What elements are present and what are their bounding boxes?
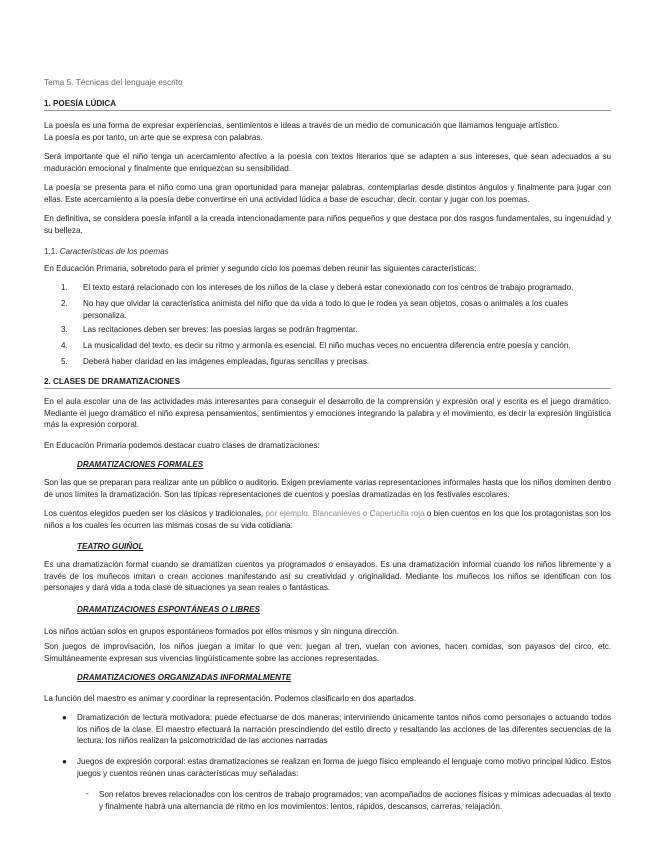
p4-end: o bien cuentos en los que los protagonistas son los niños a los cuales les ocurren las mismas cosas de su vida cotidiana. [44,509,611,530]
list-number: 3. [61,325,68,334]
list-text: El texto estará relacionado con los intereses de los niños de la clase y deberá estar conexionado con los centros de trabajo programado. [83,283,574,292]
s2-paragraph-6: Los niños actúan solos en grupos espontáneos formados por ellos mismos y sin ninguna dirección. [44,627,399,636]
section-2-title: 2. CLASES DE DRAMATIZACIONES [44,377,181,386]
s2-paragraph-4 [44,508,611,531]
section-1-title: 1. POESÍA LÚDICA [44,99,117,108]
subsection-number: 1.1. [44,247,58,256]
s2-paragraph-8: La función del maestro es animar y coordinar la representación. Podemos clasificarlo en dos apartados. [44,694,417,703]
s2-paragraph-3: Son las que se preparan para realizar ante un público o auditorio. Exigen previamente varias representaciones informales hasta que los niños dominen dentro de unos límites la dramatización. Son las típicas representaciones de cuentos y poesías dramatizadas en los festivales escolares. [44,478,611,499]
subheading-teatro-guinol: TEATRO GUIÑOL [77,542,144,551]
list-number: 1. [61,283,68,292]
subsection-title: Características de los poemas [59,247,169,256]
s1-paragraph-1 [44,120,611,143]
dash-item: Son relatos breves relacionados con los centros de trabajo programados; van acompañados de acciones físicas y mímicas adecuadas al texto y finalmente habrá una alternancia de ritmo en los movimientos: lentos, rápidos, descansos, carreras, relajación. [99,790,611,811]
list-text: Deberá haber claridad en las imágenes empleadas, figuras sencillas y precisas. [83,357,370,366]
dash-icon: - [86,789,89,798]
subheading-formal: DRAMATIZACIONES FORMALES [77,460,204,469]
s1-paragraph-4: En definitiva, se considera poesía infantil a la creada intencionadamente para niños pequeños y que destaca por dos rasgos fundamentales, su ingenuidad y su belleza. [44,214,611,235]
s1-p1b: La poesía es por tanto, un arte que se expresa con palabras. [44,132,263,142]
page-header: Tema 5. Técnicas del lenguaje escrito [44,77,183,87]
s1-paragraph-3: La poesía se presenta para el niño como una gran oportunidad para manejar palabras, contemplarlas desde distintos ángulos y finalmente para jugar con ellas. Este acercamiento a la poesía debe convertirse en una actividad lúdica a base de escuchar, decir, contar y jugar con los poemas. [44,183,611,204]
subheading-espontaneas: DRAMATIZACIONES ESPONTÁNEAS O LIBRES [77,605,260,614]
s2-paragraph-7: Son juegos de improvisación, los niños juegan a imitar lo que ven: juegan al tren, vuelan con aviones, hacen comidas, son payasos del circo, etc. Simultáneamente expresan sus vivencias lingüísticamente sobre las acciones representadas. [44,642,611,663]
list-number: 2. [61,299,68,308]
bullet-icon: ● [62,713,67,722]
p4-start: Los cuentos elegidos pueden ser los clásicos y tradicionales, [44,509,264,518]
s2-paragraph-5: Es una dramatización formal cuando se dramatizan cuentos ya programados o ensayados. Es una dramatización informal cuando los niños libremente y a través de los muñecos imitan o crean acciones manifestando así su creatividad y originalidad. Mediante los muñecos los niños se identifican con los personajes y dará vida a toda clase de situaciones ya sean reales o fantásticas. [44,560,611,593]
list-text: No hay que olvidar la característica animista del niño que da vida a todo lo que le rodea ya sean objetos, cosas o animales a los cuales personaliza. [83,299,569,320]
s1-paragraph-2: Será importante que el niño tenga un acercamiento afectivo a la poesía con textos literarios que se adapten a sus intereses, que sean adecuados a su maduración emocional y finalmente que enriquezcan su sensibilidad. [44,152,611,173]
s2-paragraph-1: En el aula escolar una de las actividades más interesantes para conseguir el desarrollo de la comprensión y expresión oral y escrita es el juego dramático. Mediante el juego dramático el niño expresa pensamientos, sentimientos y emociones integrando la palabra y el movimiento, es decir la expresión lingüística más la expresión corporal. [44,397,611,430]
section-2-rule [44,388,611,389]
bullet-item-1: Dramatización de lectura motivadora: puede efectuarse de dos maneras; interviniendo únicamente tantos niños como personajes o actuando todos los niños de la clase. El maestro efectuará la narración prescindiendo del estilo directo y resaltando las acciones de las diferentes secuencias de la lectura: los niños realizan la psicomotricidad de las acciones narradas [77,713,611,746]
section-1-rule [44,110,611,111]
examples-link-text: por ejemplo. Blancanieves o Caperucita roja [265,509,425,518]
list-text: La musicalidad del texto, es decir su ritmo y armonía es esencial. El niño muchas veces no encuentra diferencia entre poesía y canción. [83,341,571,350]
bullet-item-2: Juegos de expresión corporal: estas dramatizaciones se realizan en forma de juego físico empleando el lenguaje como motivo principal lúdico. Estos juegos y cuentos reúnen unas características muy señaladas: [77,757,611,778]
list-number: 5. [61,357,68,366]
s1-paragraph-5: En Educación Primaria, sobretodo para el primer y segundo ciclo los poemas deben reunir las siguientes características: [44,264,477,273]
list-text: Las recitaciones deben ser breves: las poesías largas se podrán fragmentar. [83,325,358,334]
subheading-organizadas: DRAMATIZACIONES ORGANIZADAS INFORMALMENTE [77,673,292,682]
s1-p1a: La poesía es una forma de expresar experiencias, sentimientos e ideas a través de un medio de comunicación que llamamos lenguaje artístico. [44,121,560,130]
list-number: 4. [61,341,68,350]
s2-paragraph-2: En Educación Primaria podemos destacar cuatro clases de dramatizaciones: [44,441,320,450]
bullet-icon: ● [62,757,67,766]
subsection-1-1-title [44,247,611,256]
